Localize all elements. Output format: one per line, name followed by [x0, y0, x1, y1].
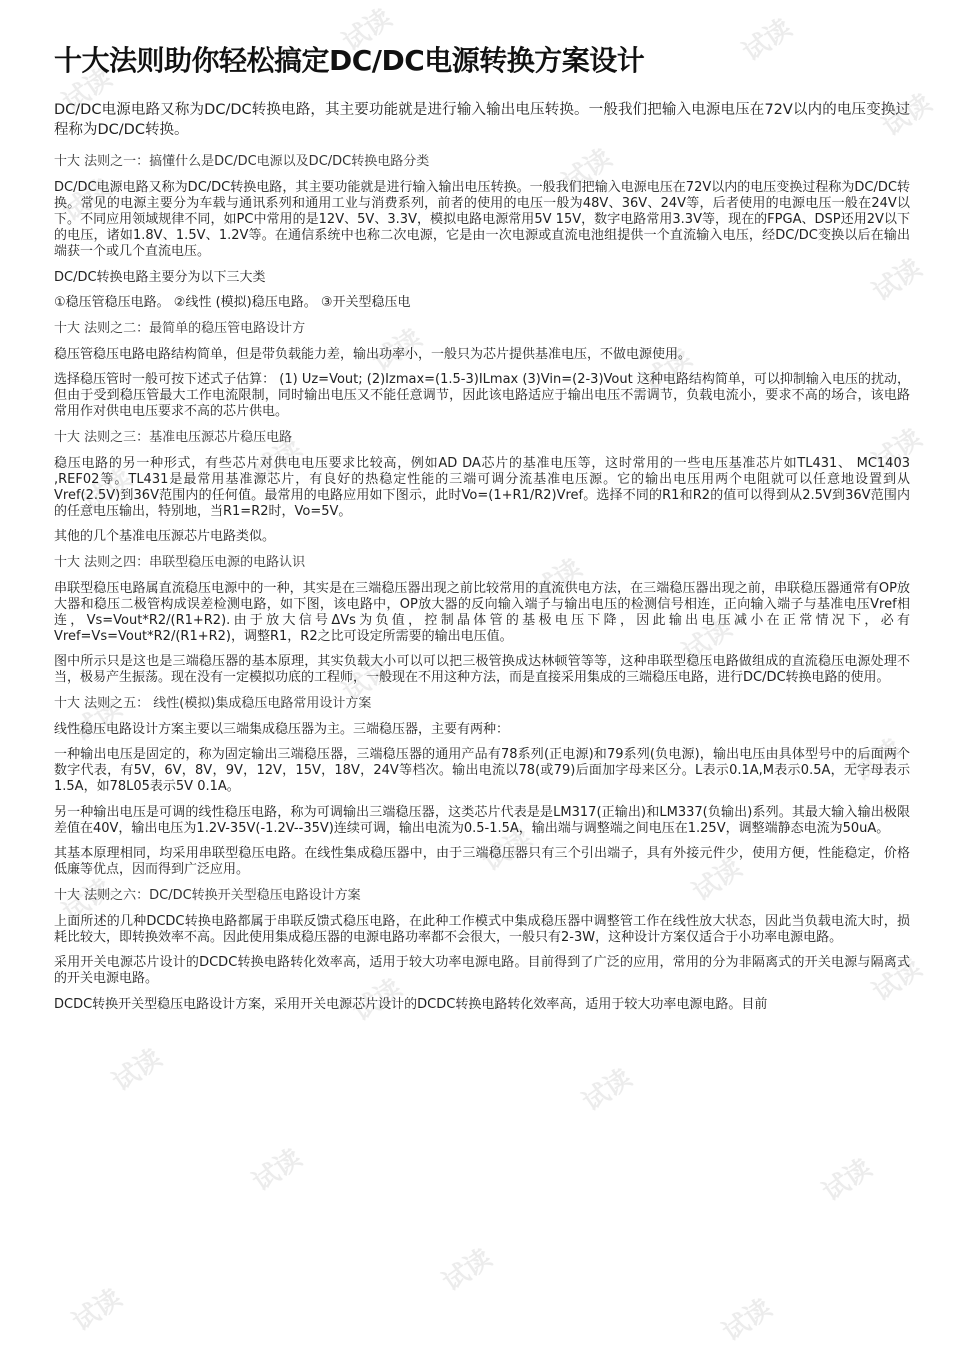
section-heading: 十大 法则之四：串联型稳压电源的电路认识: [54, 554, 306, 570]
body-paragraph: DC/DC电源电路又称为DC/DC转换电路，其主要功能就是进行输入输出电压转换。一般我们把输入电源电压在72V以内的电压变换过程称为DC/DC转换。常见的电源主要分为车载与通讯系列和通用工业与消费系列，前者的使用的电压一般为48V、36V、24V等，后者使用的电源电压一般在24V以下。不同应用领域规律不同，如PC中常用的是12V、5V、3.3V，模拟电路电源常用5V 15V，数字电路常用3.3V等，现在的FPGA、DSP还用2V以下的电压，诸如1.8V、1.5V、1.2V等。在通信系统中也称二次电源，它是由一次电源或直流电池组提供一个直流输入电压，经DC/DC变换以后在输出端获一个或几个直流电压。: [54, 180, 910, 259]
watermark: 试读: [57, 173, 118, 228]
watermark: 试读: [717, 1293, 778, 1348]
body-paragraph: 另一种输出电压是可调的线性稳压电路，称为可调输出三端稳压器，这类芯片代表是是LM317(正输出)和LM337(负输出)系列。其最大输入输出极限差值在40V，输出电压为1.2V-35V(-1.2V--35V)连续可调，输出电流为0.5-1.5A，输出端与调整端之间电压在1.25V，调整端静态电流为50uA。: [54, 804, 910, 836]
section-heading: 十大 法则之二：最简单的稳压管电路设计方: [54, 320, 306, 336]
intro-paragraph: DC/DC电源电路又称为DC/DC转换电路，其主要功能就是进行输入输出电压转换。一般我们把输入电源电压在72V以内的电压变换过程称为DC/DC转换。: [54, 102, 910, 138]
section-heading: 十大 法则之五： 线性(模拟)集成稳压电路常用设计方案: [54, 695, 372, 711]
watermark: 试读: [847, 733, 908, 788]
watermark: 试读: [867, 423, 928, 478]
watermark: 试读: [737, 13, 798, 68]
watermark: 试读: [687, 853, 748, 908]
body-paragraph: 一种输出电压是固定的，称为固定输出三端稳压器，三端稳压器的通用产品有78系列(正电源)和79系列(负电源)，输出电压由具体型号中的后面两个数字代表，有5V，6V，8V，9V，12V，15V，18V，24V等档次。输出电流以78(或79)后面加字母来区分。L表示0.1A,M表示0.5A，无字母表示1.5A，如78L05表示5V 0.1A。: [54, 747, 910, 794]
watermark: 试读: [557, 143, 618, 198]
watermark: 试读: [67, 693, 128, 748]
body-paragraph: 其基本原理相同，均采用串联型稳压电路。在线性集成稳压器中，由于三端稳压器只有三个引出端子，具有外接元件少，使用方便，性能稳定，价格低廉等优点，因而得到广泛应用。: [54, 846, 910, 877]
watermark: 试读: [347, 973, 408, 1028]
watermark: 试读: [677, 613, 738, 668]
body-paragraph: 线性稳压电路设计方案主要以三端集成稳压器为主。三端稳压器，主要有两种：: [54, 721, 510, 737]
document-body: [54, 154, 910, 1013]
watermark: 试读: [877, 88, 938, 143]
document-page: [54, 40, 910, 1022]
watermark: 试读: [57, 63, 118, 118]
watermark: 试读: [577, 1063, 638, 1118]
watermark: 试读: [867, 953, 928, 1008]
watermark: 试读: [637, 343, 698, 398]
watermark: 试读: [67, 1283, 128, 1338]
body-paragraph: 选择稳压管时一般可按下述式子估算： (1) Uz=Vout; (2)Izmax=(1.5-3)ILmax (3)Vin=(2-3)Vout 这种电路结构简单，可以抑制输入电压的扰动，但由于受到稳压管最大工作电流限制，同时输出电压又不能任意调节，因此该电路适应于输出电压不需调节，负载电流小，要求不高的场合，该电路常用作对供电电压要求不高的芯片供电。: [54, 372, 910, 419]
body-paragraph: 采用开关电源芯片设计的DCDC转换电路转化效率高，适用于较大功率电源电路。目前得到了广泛的应用，常用的分为非隔离式的开关电源与隔离式的开关电源电路。: [54, 955, 910, 986]
section-heading: 十大 法则之三：基准电压源芯片稳压电路: [54, 429, 293, 445]
section-heading: 十大 法则之六：DC/DC转换开关型稳压电路设计方案: [54, 887, 361, 903]
watermark: 试读: [437, 1243, 498, 1298]
body-paragraph: ①稳压管稳压电路。 ②线性 (模拟)稳压电路。 ③开关型稳压电: [54, 295, 411, 310]
body-paragraph: 稳压管稳压电路电路结构简单，但是带负载能力差，输出功率小，一般只为芯片提供基准电压，不做电源使用。: [54, 346, 692, 362]
watermark: 试读: [337, 3, 398, 58]
watermark: 试读: [107, 1043, 168, 1098]
watermark: 试读: [247, 1143, 308, 1198]
document-title: 十大法则助你轻松搞定DC/DC电源转换方案设计: [54, 44, 645, 77]
body-paragraph: 稳压电路的另一种形式，有些芯片对供电电压要求比较高，例如AD DA芯片的基准电压等，这时常用的一些电压基准芯片如TL431、 MC1403 ,REF02等。TL431是最常用基准源芯片，有良好的热稳定性能的三端可调分流基准电压源。它的输出电压用两个电阻就可以任意地设置到从Vref(2.5V)到36V范围内的任何值。最常用的电路应用如下图示，此时Vo=(1+R1/R2)Vref。选择不同的R1和R2的值可以得到从2.5V到36V范围内的任意电压输出，特别地，当R1=R2时，Vo=5V。: [54, 455, 910, 519]
watermark: 试读: [77, 463, 138, 518]
watermark: 试读: [817, 1153, 878, 1208]
body-paragraph: 其他的几个基准电压源芯片电路类似。: [54, 529, 276, 544]
watermark: 试读: [527, 553, 588, 608]
watermark: 试读: [477, 823, 538, 878]
section-heading: 十大 法则之一：搞懂什么是DC/DC电源以及DC/DC转换电路分类: [54, 154, 430, 169]
watermark: 试读: [247, 433, 308, 488]
body-paragraph: 上面所述的几种DCDC转换电路都属于串联反馈式稳压电路，在此种工作模式中集成稳压器中调整管工作在线性放大状态，因此当负载电流大时，损耗比较大，即转换效率不高。因此使用集成稳压器的电源电路功率都不会很大，一般只有2-3W，这种设计方案仅适合于小功率电源电路。: [54, 913, 910, 945]
watermark: 试读: [367, 323, 428, 378]
watermark: 试读: [337, 653, 398, 708]
body-paragraph: 图中所示只是这也是三端稳压器的基本原理，其实负载大小可以可以把三极管换成达林顿管等等，这种串联型稳压电路做组成的直流稳压电源处理不当，极易产生振荡。现在没有一定模拟功底的工程师，一般现在不用这种方法，而是直接采用集成的三端稳压电路，进行DC/DC转换电路的使用。: [54, 654, 910, 685]
body-paragraph: 串联型稳压电路属直流稳压电源中的一种，其实是在三端稳压器出现之前比较常用的直流供电方法，在三端稳压器出现之前，串联稳压器通常有OP放大器和稳压二极管构成误差检测电路，如下图，该电路中，OP放大器的反向输入端子与输出电压的检测信号相连，正向输入端子与基准电压Vref相连，Vs=Vout*R2/(R1+R2).由于放大信号ΔVs为负值，控制晶体管的基极电压下降，因此输出电压减小在正常情况下，必有Vref=Vs=Vout*R2/(R1+R2)，调整R1，R2之比可设定所需要的输出电压值。: [54, 580, 910, 644]
body-paragraph: DCDC转换开关型稳压电路设计方案，采用开关电源芯片设计的DCDC转换电路转化效率高，适用于较大功率电源电路。目前: [54, 996, 768, 1012]
watermark: 试读: [57, 873, 118, 928]
body-paragraph: DC/DC转换电路主要分为以下三大类: [54, 269, 266, 285]
watermark: 试读: [867, 253, 928, 308]
